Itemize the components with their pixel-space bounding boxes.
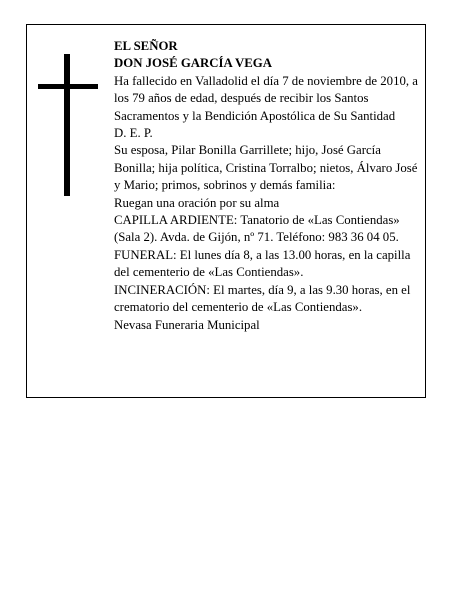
- funeral-home: Nevasa Funeraria Municipal: [114, 317, 260, 332]
- funeral-info: FUNERAL: El lunes día 8, a las 13.00 horas, en la capilla del cementerio de «Las Contiendas».: [114, 247, 411, 280]
- obituary-text: [114, 38, 422, 334]
- cross-icon: [38, 54, 98, 196]
- cross-vertical-bar: [64, 54, 70, 196]
- cross-horizontal-bar: [38, 84, 98, 89]
- cremation-info: INCINERACIÓN: El martes, día 9, a las 9.30 horas, en el crematorio del cementerio de «Las Contiendas».: [114, 282, 411, 315]
- prayer-request: Ruegan una oración por su alma: [114, 195, 280, 210]
- chapel-info: CAPILLA ARDIENTE: Tanatorio de «Las Contiendas» (Sala 2). Avda. de Gijón, nº 71. Teléfono: 983 36 04 05.: [114, 213, 400, 245]
- deceased-name: DON JOSÉ GARCÍA VEGA: [114, 56, 272, 71]
- rip-line: D. E. P.: [114, 126, 153, 141]
- notice-title: EL SEÑOR: [114, 39, 178, 53]
- death-announcement: Ha fallecido en Valladolid el día 7 de noviembre de 2010, a los 79 años de edad, después de recibir los Santos Sacramentos y la Bendición Apostólica de Su Santidad: [114, 73, 418, 123]
- family-list: Su esposa, Pilar Bonilla Garrillete; hijo, José García Bonilla; hija política, Cristina Torralbo; nietos, Álvaro José y Mario; primos, sobrinos y demás familia:: [114, 143, 418, 193]
